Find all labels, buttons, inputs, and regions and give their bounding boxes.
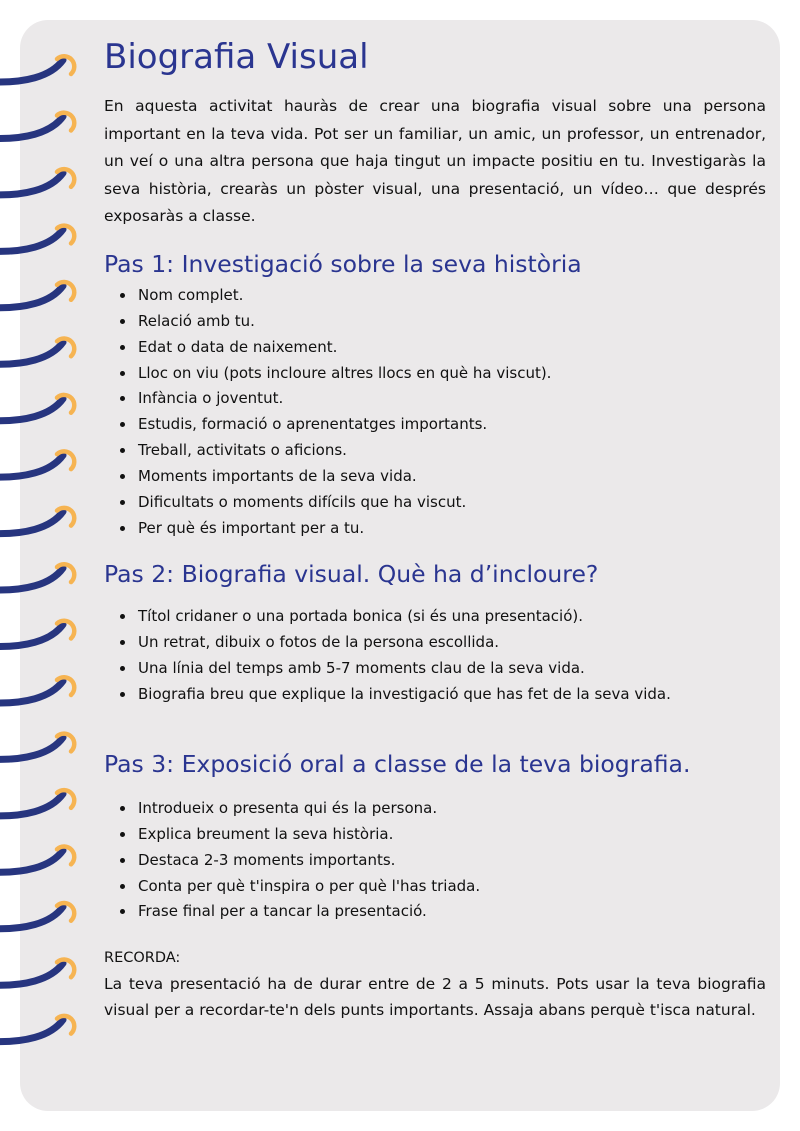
spiral-binding — [0, 0, 90, 1131]
binding-ring — [0, 169, 74, 195]
binding-ring — [0, 508, 74, 534]
worksheet-content — [104, 38, 766, 1023]
binding-ring — [0, 451, 74, 477]
step-3-heading: Pas 3: Exposició oral a classe de la teva biografia. — [104, 749, 691, 778]
list-item: • Relació amb tu. — [136, 309, 766, 335]
binding-ring — [0, 903, 74, 929]
binding-ring — [0, 226, 74, 252]
list-item: • Per què és important per a tu. — [136, 516, 766, 542]
list-item: • Infància o joventut. — [136, 386, 766, 412]
list-item: • Dificultats o moments difícils que ha viscut. — [136, 490, 766, 516]
list-item: • Conta per què t'inspira o per què l'has triada. — [136, 874, 766, 900]
binding-ring — [0, 847, 74, 873]
list-item: • Treball, activitats o aficions. — [136, 438, 766, 464]
step-1-heading: Pas 1: Investigació sobre la seva història — [104, 249, 582, 278]
list-item: • Moments importants de la seva vida. — [136, 464, 766, 490]
list-item: • Nom complet. — [136, 283, 766, 309]
binding-ring — [0, 677, 74, 703]
page-title: Biografia Visual — [104, 37, 369, 77]
reminder-label: RECORDA: — [104, 950, 181, 967]
list-item: • Una línia del temps amb 5-7 moments clau de la seva vida. — [136, 656, 766, 682]
list-item: • Estudis, formació o aprenentatges importants. — [136, 412, 766, 438]
binding-ring — [0, 113, 74, 139]
binding-ring — [0, 564, 74, 590]
step-3-list — [104, 796, 766, 926]
step-2-list — [104, 604, 766, 708]
list-item: • Introdueix o presenta qui és la persona. — [136, 796, 766, 822]
binding-ring — [0, 395, 74, 421]
binding-ring — [0, 1016, 74, 1042]
binding-ring — [0, 790, 74, 816]
step-1-list — [104, 283, 766, 542]
list-item: • Frase final per a tancar la presentació. — [136, 899, 766, 925]
list-item: • Títol cridaner o una portada bonica (si és una presentació). — [136, 604, 766, 630]
list-item: • Lloc on viu (pots incloure altres llocs en què ha viscut). — [136, 361, 766, 387]
binding-ring — [0, 621, 74, 647]
binding-ring — [0, 56, 74, 82]
list-item: • Un retrat, dibuix o fotos de la persona escollida. — [136, 630, 766, 656]
intro-paragraph: En aquesta activitat hauràs de crear una biografia visual sobre una persona important en la teva vida. Pot ser un familiar, un amic, un professor, un entrenador, un veí o una altra persona que haja tingut un impacte positiu en tu. Investigaràs la seva història, crearàs un pòster visual, una presentació, un vídeo… que després exposaràs a classe. — [104, 97, 766, 226]
reminder-text: La teva presentació ha de durar entre de 2 a 5 minuts. Pots usar la teva biografia visual per a recordar-te'n dels punts importants. Assaja abans perquè t'isca natural. — [104, 975, 766, 1020]
list-item: • Edat o data de naixement. — [136, 335, 766, 361]
binding-ring — [0, 282, 74, 308]
binding-ring — [0, 734, 74, 760]
step-2-heading: Pas 2: Biografia visual. Què ha d’incloure? — [104, 559, 599, 588]
list-item: • Destaca 2-3 moments importants. — [136, 848, 766, 874]
list-item: • Explica breument la seva història. — [136, 822, 766, 848]
binding-ring — [0, 959, 74, 985]
list-item: • Biografia breu que explique la investigació que has fet de la seva vida. — [136, 682, 766, 708]
binding-ring — [0, 338, 74, 364]
